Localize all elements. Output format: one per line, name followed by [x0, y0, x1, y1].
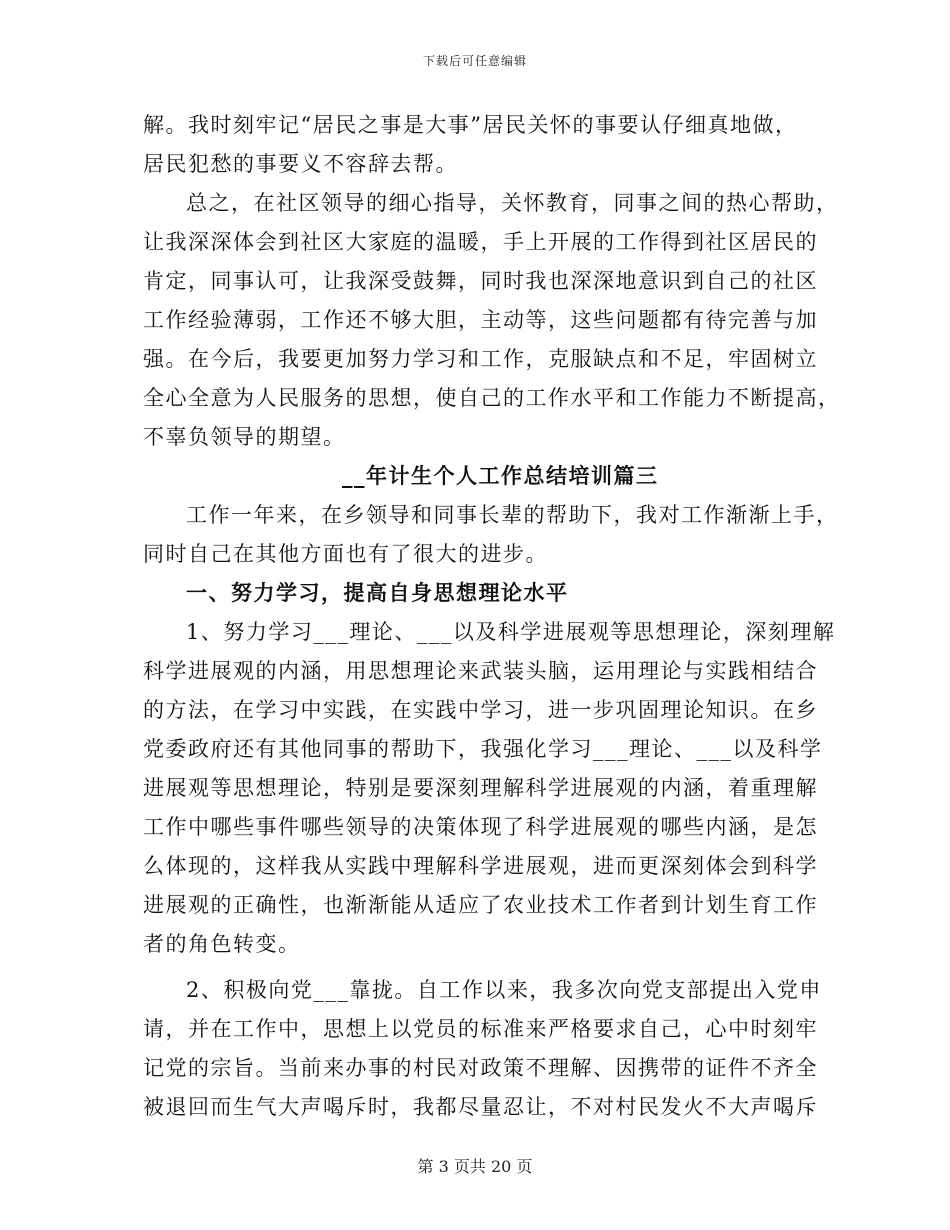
- section-title: __年计生个人工作总结培训篇三: [342, 463, 659, 488]
- subsection-heading: 一、努力学习，提高自身思想理论水平: [186, 580, 569, 605]
- text-line: 让我深深体会到社区大家庭的温暖，手上开展的工作得到社区居民的: [143, 230, 818, 254]
- text-line: 记党的宗旨。当前来办事的村民对政策不理解、因携带的证件不齐全: [143, 1056, 818, 1080]
- text-line: 进展观的正确性，也渐渐能从适应了农业技术工作者到计划生育工作: [143, 893, 818, 917]
- text-line: 者的角色转变。: [143, 932, 301, 956]
- text-line: 总之，在社区领导的细心指导，关怀教育，同事之间的热心帮助，: [186, 191, 839, 215]
- text-line: 么体现的，这样我从实践中理解科学进展观，进而更深刻体会到科学: [143, 854, 818, 878]
- text-line: 2、积极向党___靠拢。自工作以来，我多次向党支部提出入党申: [186, 978, 822, 1002]
- text-line: 被退回而生气大声喝斥时，我都尽量忍让，不对村民发火不大声喝斥: [143, 1095, 818, 1119]
- text-line: 1、努力学习___理论、___以及科学进展观等思想理论，深刻理解: [186, 620, 836, 644]
- text-line: 居民犯愁的事要义不容辞去帮。: [143, 152, 458, 176]
- text-line: 党委政府还有其他同事的帮助下，我强化学习___理论、___以及科学: [143, 737, 823, 761]
- text-line: 肯定，同事认可，让我深受鼓舞，同时我也深深地意识到自己的社区: [143, 269, 818, 293]
- text-line: 工作经验薄弱，工作还不够大胆，主动等，这些问题都有待完善与加: [143, 308, 818, 332]
- text-line: 的方法，在学习中实践，在实践中学习，进一步巩固理论知识。在乡: [143, 698, 818, 722]
- text-line: 进展观等思想理论，特别是要深刻理解科学进展观的内涵，着重理解: [143, 776, 818, 800]
- text-line: 同时自己在其他方面也有了很大的进步。: [143, 542, 548, 566]
- text-line: 工作中哪些事件哪些领导的决策体现了科学进展观的哪些内涵，是怎: [143, 815, 818, 839]
- text-line: 全心全意为人民服务的思想，使自己的工作水平和工作能力不断提高，: [143, 386, 841, 410]
- text-line: 科学进展观的内涵，用思想理论来武装头脑，运用理论与实践相结合: [143, 659, 818, 683]
- text-line: 强。在今后，我要更加努力学习和工作，克服缺点和不足，牢固树立: [143, 347, 818, 371]
- page-footer: 第 3 页共 20 页: [417, 1157, 533, 1176]
- text-line: 解。我时刻牢记“居民之事是大事”居民关怀的事要认仔细真地做，: [143, 113, 798, 137]
- text-line: 工作一年来，在乡领导和同事长辈的帮助下，我对工作渐渐上手，: [186, 503, 839, 527]
- page-header: 下载后可任意编辑: [422, 54, 527, 68]
- text-line: 不辜负领导的期望。: [143, 425, 346, 449]
- text-line: 请，并在工作中，思想上以党员的标准来严格要求自己，心中时刻牢: [143, 1017, 818, 1041]
